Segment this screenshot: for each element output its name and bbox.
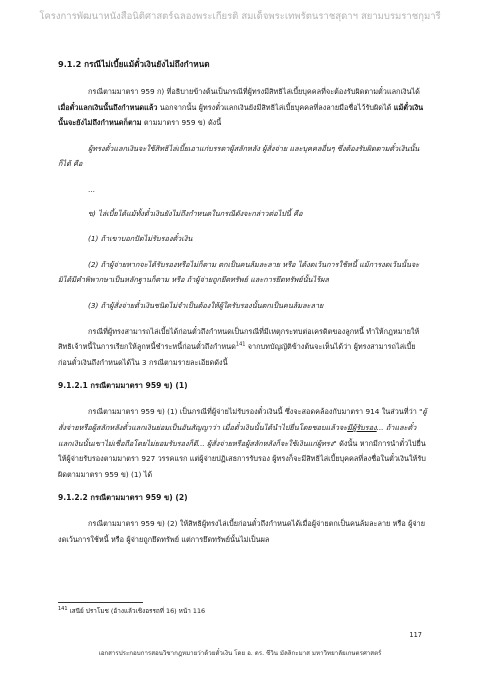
page-body <box>58 58 428 557</box>
emphasis-text: แม้ตั๋วเงินนั้นจะยังไม่ถึงกำหนดก็ตาม <box>58 102 424 128</box>
section-heading: 9.1.2 กรณีไม่เบี้ยแม้ตั๋วเงินยังไม่ถึงกำหนด <box>58 59 210 69</box>
statute-quote-item-3: (3) ถ้าผู้สั่งจ่ายตั๋วเงินชนิดไม่จำเป็นต้องให้ผู้ใดรับรองนั้นตกเป็นคนล้มละลาย <box>88 300 324 310</box>
emphasis-text: เมื่อตั๋วแลกเงินนั้นถึงกำหนดแล้ว <box>58 102 158 112</box>
paragraph-text: กรณีที่ผู้ทรงสามารถไล่เบี้ยได้ก่อนตั๋วถึงกำหนดเป็นกรณีที่มีเหตุกระทบต่อเครดิตของลูกหนี้ ทำให้กฎหมายให้สิทธิเจ้าหนี้ในการเรียกให้ลูกหนี้ชำระหนี้ก่อนตั๋วถึงกำหนด <box>58 326 420 352</box>
subsection-heading-1: 9.1.2.1 กรณีตามมาตรา 959 ข) (1) <box>58 381 188 391</box>
quoted-text: ... ถ้าและตั๋วแลกเงินนั้นเขาไม่เชื่อถือโดยไม่ยอมรับรองก็ดี... ผู้สั่งจ่ายหรือผู้สลักหลังก็จะใช้เงินแก่ผู้ทรง" <box>58 422 417 448</box>
paragraph-case-2: กรณีตามมาตรา 959 ข) (2) ให้สิทธิผู้ทรงไล่เบี้ยก่อนตั๋วถึงกำหนดได้เมื่อผู้จ่ายตกเป็นคนล้มละลาย หรือ ผู้จ่ายงดเว้นการใช้หนี้ หรือ ผู้จ่ายถูกยึดทรัพย์ แต่การยึดทรัพย์นั้นไม่เป็นผล <box>58 519 425 544</box>
footnote <box>58 606 205 616</box>
footnote-text: เสนีย์ ปราโมช (อ้างแล้วเชิงอรรถที่ 16) หน้า 116 <box>67 607 206 615</box>
paragraph-text: กรณีตามมาตรา 959 ก) ที่อธิบายข้างต้นเป็นกรณีที่ผู้ทรงมีสิทธิไล่เบี้ยบุคคลที่จะต้องรับผิดตามตั๋วแลกเงินได้ <box>88 87 420 96</box>
footnote-reference[interactable]: 141 <box>235 341 246 348</box>
subsection-heading-2: 9.1.2.2 กรณีตามมาตรา 959 ข) (2) <box>58 493 188 503</box>
running-footer: เอกสารประกอบการสอนวิชากฎหมายว่าด้วยตั๋วเงิน โดย อ. ดร. ชีวิน มัลลิกะมาส มหาวิทยาลัยเกษตรศาสตร์ <box>98 650 382 657</box>
paragraph-text: นอกจากนั้น ผู้ทรงตั๋วแลกเงินยังมีสิทธิไล่เบี้ยบุคคลที่ลงลายมือชื่อไว้รับผิดได้ <box>157 102 394 112</box>
paragraph-text: จากบทบัญญัติข้างต้นจะเห็นได้ว่า ผู้ทรงสามารถไล่เบี้ยก่อนตั๋วเงินถึงกำหนดได้ใน 3 กรณีตามรายละเอียดดังนี้ <box>58 342 416 367</box>
statute-quote-intro: ผู้ทรงตั๋วแลกเงินจะใช้สิทธิไล่เบี้ยเอาแก่บรรดาผู้สลักหลัง ผู้สั่งจ่าย และบุคคลอื่นๆ ซึ่งต้องรับผิดตามตั๋วเงินนั้นก็ได้ คือ <box>58 143 420 169</box>
quoted-text: "ผู้สั่งจ่ายหรือผู้สลักหลังตั๋วแลกเงินย่อมเป็นอันสัญญาว่า เมื่อตั๋วเงินนั้นได้นำไปยื่นโดยชอบแล้วจะ <box>58 407 427 432</box>
paragraph-text: ตามมาตรา 959 ข) ดังนี้ <box>141 118 222 128</box>
statute-ellipsis: ... <box>88 184 95 194</box>
running-header: โครงการพัฒนาหนังสือนิติศาสตร์ฉลองพระเกียรติ สมเด็จพระเทพรัตนราชสุดาฯ สยามบรมราชกุมารี <box>39 11 441 22</box>
statute-quote-item-2: (2) ถ้าผู้จ่ายหากจะได้รับรองหรือไม่ก็ตาม ตกเป็นคนล้มละลาย หรือ ได้งดเว้นการใช้หนี้ แม้การงดเว้นนั้นจะมิได้มีคำพิพากษาเป็นหลักฐานก็ตาม หรือ ถ้าผู้จ่ายถูกยึดทรัพย์ และการยึดทรัพย์นั้นไร้ผล <box>58 259 420 285</box>
paragraph-text: ดังนั้น หากมีการนำตั๋วไปยื่นให้ผู้จ่ายรับรองตามมาตรา 927 วรรคแรก แต่ผู้จ่ายปฏิเสธการรับรอง ผู้ทรงก็จะมีสิทธิไล่เบี้ยบุคคลที่ลงชื่อในตั๋วเงินให้รับผิดตามมาตรา 959 ข) (1) ได้ <box>58 438 426 479</box>
statute-quote-clause-b: ข) ไล่เบี้ยได้แม้ทั้งตั๋วเงินยังไม่ถึงกำหนดในกรณีดังจะกล่าวต่อไปนี้ คือ <box>88 208 303 218</box>
footnote-divider <box>58 602 143 603</box>
statute-quote-item-1: (1) ถ้าเขาบอกปัดไม่รับรองตั๋วเงิน <box>88 234 193 244</box>
footnote-mark: 141 <box>58 605 68 612</box>
paragraph-text: กรณีตามมาตรา 959 ข) (1) เป็นกรณีที่ผู้จ่ายไม่รับรองตั๋วเงินนี้ ซึ่งจะสอดคล้องกับมาตรา 914 ในส่วนที่ว่า <box>88 407 420 417</box>
underlined-text: มีผู้รับรอง <box>347 422 377 432</box>
paragraph-explanation <box>58 324 428 371</box>
paragraph-intro <box>58 84 428 131</box>
paragraph-case-1 <box>58 404 428 482</box>
page-number: 117 <box>409 631 422 639</box>
